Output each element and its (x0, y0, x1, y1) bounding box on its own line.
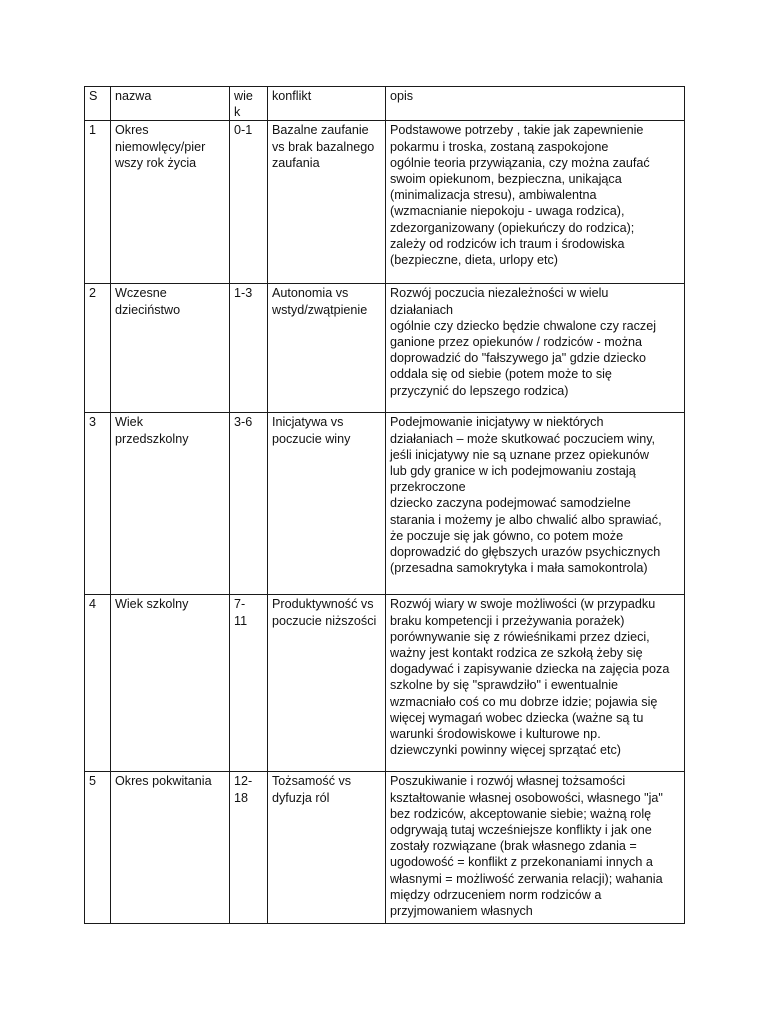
header-conflict: konflikt (268, 87, 386, 121)
development-stages-table (84, 86, 685, 924)
table-row (85, 413, 685, 595)
row-number: 1 (85, 121, 111, 284)
stage-age: 12- 18 (230, 772, 268, 924)
stage-description: Rozwój poczucia niezależności w wielu działaniach ogólnie czy dziecko będzie chwalone czy raczej ganione przez opiekunów / rodziców - można doprowadzić do "fałszywego ja" gdzie dziecko oddala się od siebie (potem może to się przyczynić do lepszego rodzica) (386, 284, 685, 413)
stage-conflict: Inicjatywa vs poczucie winy (268, 413, 386, 595)
header-age: wie k (230, 87, 268, 121)
row-number: 3 (85, 413, 111, 595)
header-s: S (85, 87, 111, 121)
stage-name: Wiek szkolny (111, 595, 230, 772)
stage-description: Podstawowe potrzeby , takie jak zapewnienie pokarmu i troska, zostaną zaspokojone ogólnie teoria przywiązania, czy można zaufać swoim opiekunom, bezpieczna, unikająca (minimalizacja stresu), ambiwalentna (wzmacnianie niepokoju - uwaga rodzica), zdezorganizowany (opiekuńczy do rodzica); zależy od rodziców ich traum i środowiska (bezpieczne, dieta, urlopy etc) (386, 121, 685, 284)
stage-conflict: Tożsamość vs dyfuzja ról (268, 772, 386, 924)
header-description: opis (386, 87, 685, 121)
stage-name: Wiek przedszkolny (111, 413, 230, 595)
header-name: nazwa (111, 87, 230, 121)
stage-conflict: Bazalne zaufanie vs brak bazalnego zaufania (268, 121, 386, 284)
stage-age: 7- 11 (230, 595, 268, 772)
table-row (85, 284, 685, 413)
stage-name: Okres niemowlęcy/pier wszy rok życia (111, 121, 230, 284)
stage-name: Okres pokwitania (111, 772, 230, 924)
stage-conflict: Autonomia vs wstyd/zwątpienie (268, 284, 386, 413)
table-row (85, 121, 685, 284)
stage-description: Podejmowanie inicjatywy w niektórych działaniach – może skutkować poczuciem winy, jeśli inicjatywy nie są uznane przez opiekunów lub gdy granice w ich podejmowaniu zostają przekroczone dziecko zaczyna podejmować samodzielne starania i możemy je albo chwalić albo sprawiać, że poczuje się jak gówno, co potem może doprowadzić do głębszych urazów psychicznych (przesadna samokrytyka i mała samokontrola) (386, 413, 685, 595)
row-number: 5 (85, 772, 111, 924)
stage-conflict: Produktywność vs poczucie niższości (268, 595, 386, 772)
stage-description: Poszukiwanie i rozwój własnej tożsamości kształtowanie własnej osobowości, własnego "ja" bez rodziców, akceptowanie siebie; ważną rolę odgrywają tutaj wcześniejsze konflikty i jak one zostały rozwiązane (brak własnego zdania = ugodowość = konflikt z przekonaniami innych a własnymi = możliwość zerwania relacji); wahania między odrzuceniem norm rodziców a przyjmowaniem własnych (386, 772, 685, 924)
stage-name: Wczesne dzieciństwo (111, 284, 230, 413)
stage-age: 0-1 (230, 121, 268, 284)
row-number: 2 (85, 284, 111, 413)
stage-description: Rozwój wiary w swoje możliwości (w przypadku braku kompetencji i przeżywania porażek) porównywanie się z rówieśnikami przez dzieci, ważny jest kontakt rodzica ze szkołą żeby się dogadywać i zapisywanie dziecka na zajęcia poza szkolne by się "sprawdziło" i ewentualnie wzmacniało coś co mu dobrze idzie; pojawia się więcej wymagań wobec dziecka (ważne są tu warunki środowiskowe i kulturowe np. dziewczynki powinny więcej sprzątać etc) (386, 595, 685, 772)
row-number: 4 (85, 595, 111, 772)
table-row (85, 772, 685, 924)
stage-age: 1-3 (230, 284, 268, 413)
table-header-row (85, 87, 685, 121)
stage-age: 3-6 (230, 413, 268, 595)
table-row (85, 595, 685, 772)
